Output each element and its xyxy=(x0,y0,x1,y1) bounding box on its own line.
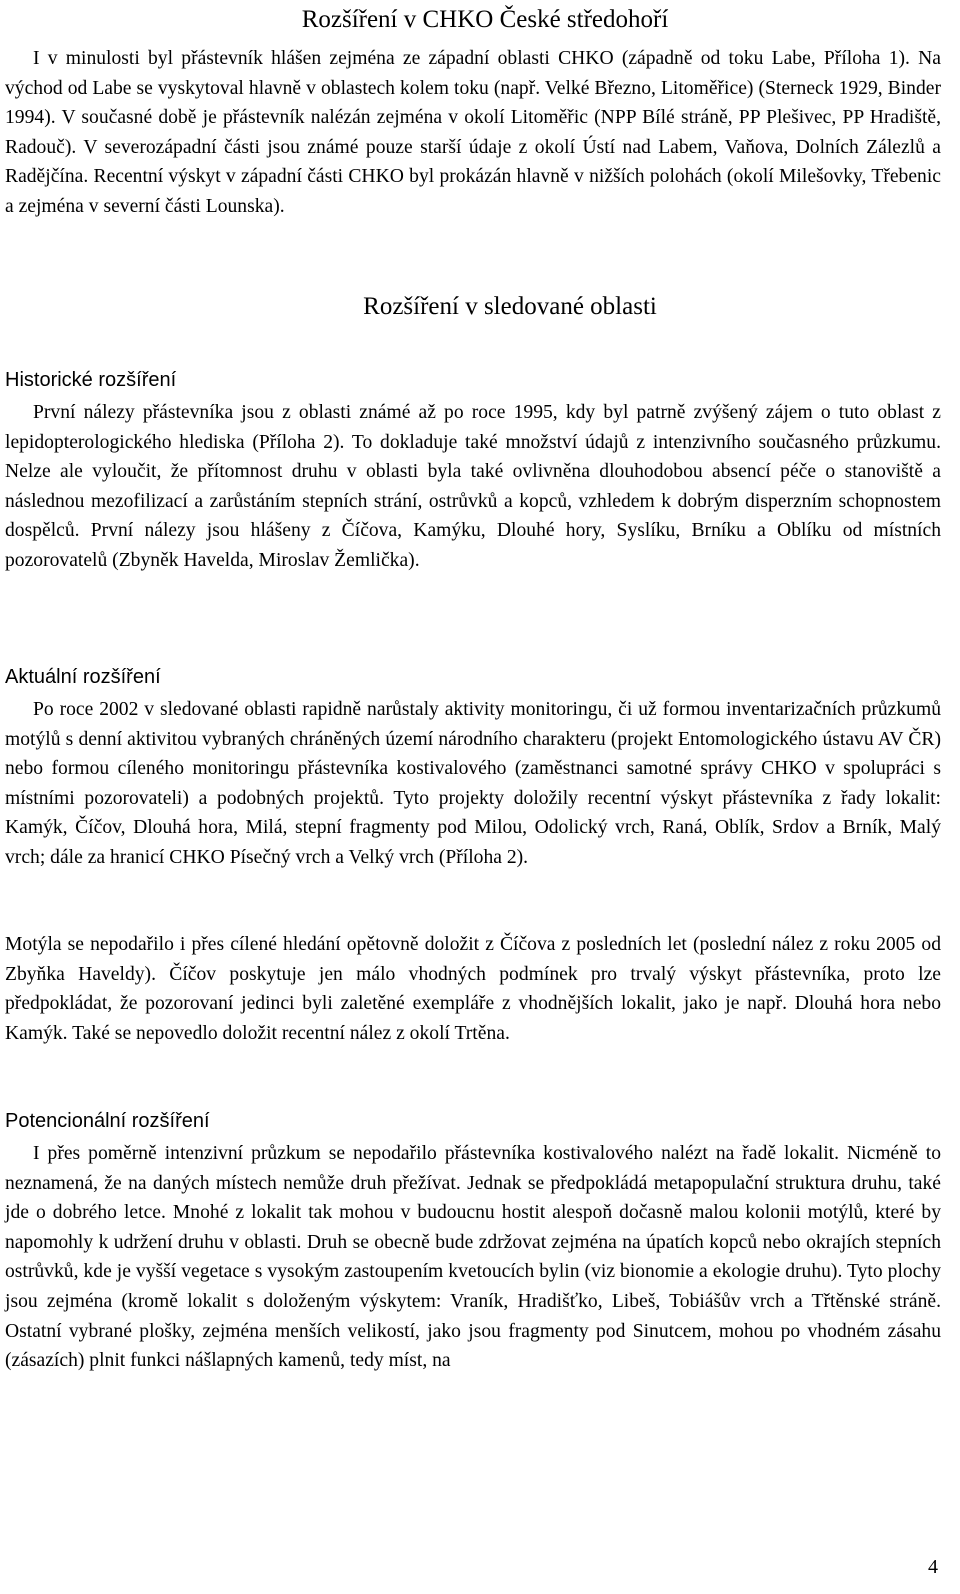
paragraph-aktualni-1: Po roce 2002 v sledované oblasti rapidně narůstaly aktivity monitoringu, či už formou inventarizačních průzkumů motýlů s denní aktivitou vybraných chráněných území národního charakteru (projekt Entomologického ústavu AV ČR) nebo formou cíleného monitoringu přástevníka kostivalového (zaměstnanci samotné správy CHKO v spolupráci s místními pozorovateli) a podobných projektů. Tyto projekty doložily recentní výskyt přástevníka z řady lokalit: Kamýk, Číčov, Dlouhá hora, Milá, stepní fragmenty pod Milou, Odolický vrch, Raná, Oblík, Srdov a Brník, Malý vrch; dále za hranicí CHKO Písečný vrch a Velký vrch (Příloha 2). xyxy=(5,699,941,868)
paragraph-potencionalni: I přes poměrně intenzivní průzkum se nepodařilo přástevníka kostivalového nalézt na řadě lokalit. Nicméně to neznamená, že na daných místech nemůže druh přežívat. Jednak se předpokládá metapopulační struktura druhu, také jde o dobrého letce. Mnohé z lokalit tak mohou v budoucnu hostit alespoň dočasně malou kolonii motýlů, které by napomohly k udržení druhu v oblasti. Druh se obecně bude zdržovat zejména na úpatích kopců nebo okrajích stepních ostrůvků, kde je vyšší vegetace s vysokým zastoupením kvetoucích bylin (viz bionomie a ekologie druhu). Tyto plochy jsou zejména (kromě lokalit s doloženým výskytem: Vraník, Hradišťko, Libeš, Tobiášův vrch a Třtěnské stráně. Ostatní vybrané plošky, zejména menších velikostí, jako jsou fragmenty pod Sinutcem, mohou po vhodném zásahu (zásazích) plnit funkci nášlapných kamenů, tedy míst, na xyxy=(5,1143,941,1372)
page-number: 4 xyxy=(928,1556,938,1578)
paragraph-chko: I v minulosti byl přástevník hlášen zejména ze západní oblasti CHKO (západně od toku Labe, Příloha 1). Na východ od Labe se vyskytoval hlavně v oblastech kolem toku (např. Velké Březno, Litoměřice) (Sterneck 1929, Binder 1994). V současné době je přástevník nalézán zejména v okolí Litoměřic (NPP Bílé stráně, PP Plešivec, PP Hradiště, Radouč). V severozápadní části jsou známé pouze starší údaje z okolí Ústí nad Labem, Vaňova, Dolních Zálezlů a Radějčína. Recentní výskyt v západní části CHKO byl prokázán hlavně v nižších polohách (okolí Milešovky, Třebenic a zejména v severní části Lounska). xyxy=(5,48,941,217)
section-title-sledovana-oblast: Rozšíření v sledované oblasti xyxy=(363,293,657,320)
paragraph-historicke: První nálezy přástevníka jsou z oblasti známé až po roce 1995, kdy byl patrně zvýšený zájem o tuto oblast z lepidopterologického hlediska (Příloha 2). To dokladuje také množství údajů z intenzivního současného průzkumu. Nelze ale vyloučit, že přítomnost druhu v oblasti byla také ovlivněna dlouhodobou absencí péče o stanoviště a následnou mezofilizací a zarůstáním stepních strání, ostrůvků a kopců, vzhledem k dobrým disperzním schopnostem dospělců. První nálezy jsou hlášeny z Číčova, Kamýku, Dlouhé hory, Syslíku, Brníku a Oblíku od místních pozorovatelů (Zbyněk Havelda, Miroslav Žemlička). xyxy=(5,402,941,571)
section-title-chko: Rozšíření v CHKO České středohoří xyxy=(301,6,669,33)
heading-aktualni-rozsireni: Aktuální rozšíření xyxy=(5,666,161,688)
heading-historicke-rozsireni: Historické rozšíření xyxy=(5,369,177,391)
heading-potencionalni-rozsireni: Potencionální rozšíření xyxy=(5,1110,210,1132)
paragraph-aktualni-2: Motýla se nepodařilo i přes cílené hledání opětovně doložit z Číčova z posledních let (poslední nález z roku 2005 od Zbyňka Haveldy). Číčov poskytuje jen málo vhodných podmínek pro trvalý výskyt přástevníka, proto lze předpokládat, že pozorovaní jedinci byli zaletěné exempláře z vhodnějších lokalit, jako je např. Dlouhá hora nebo Kamýk. Také se nepovedlo doložit recentní nález z okolí Trtěna. xyxy=(5,934,941,1044)
